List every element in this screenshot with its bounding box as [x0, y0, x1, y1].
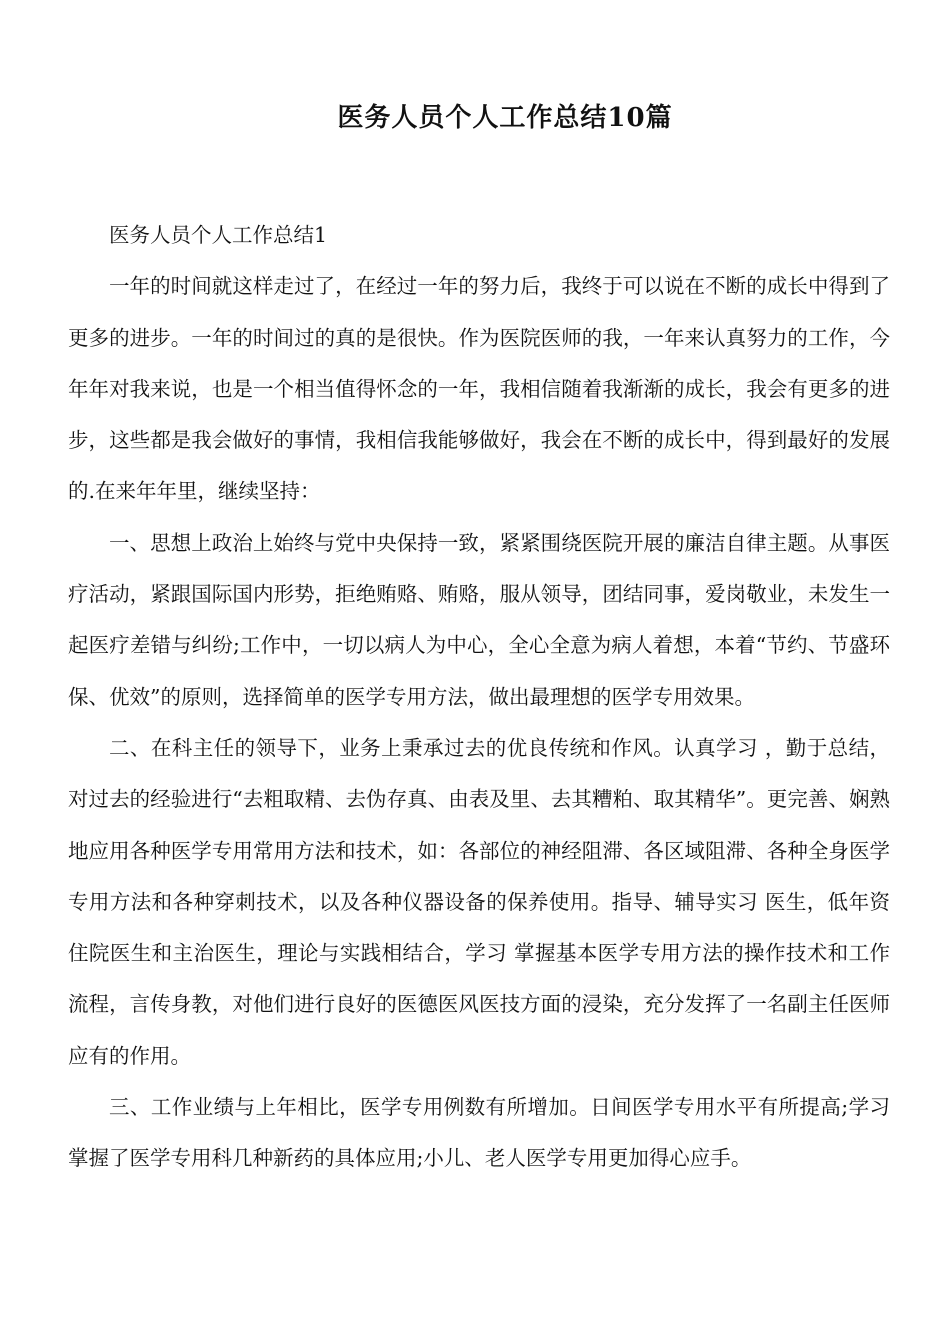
document-body: [68, 210, 890, 1185]
paragraph-point-two: 二、在科主任的领导下，业务上秉承过去的优良传统和作风。认真学习 ，勤于总结，对过去的经验进行“去粗取精、去伪存真、由表及里、去其糟粕、取其精华”。更完善、娴熟地应用各种医学专用常用方法和技术，如：各部位的神经阻滞、各区域阻滞、各种全身医学专用方法和各种穿刺技术，以及各种仪器设备的保养使用。指导、辅导实习 医生，低年资住院医生和主治医生，理论与实践相结合，学习 掌握基本医学专用方法的操作技术和工作流程，言传身教，对他们进行良好的医德医风医技方面的浸染，充分发挥了一名副主任医师应有的作用。: [68, 735, 890, 1068]
paragraph-point-one: 一、思想上政治上始终与党中央保持一致，紧紧围绕医院开展的廉洁自律主题。从事医疗活动，紧跟国际国内形势，拒绝贿赂、贿赂，服从领导，团结同事，爱岗敬业，未发生一起医疗差错与纠纷;工作中，一切以病人为中心，全心全意为病人着想，本着“节约、节盛环保、优效”的原则，选择简单的医学专用方法，做出最理想的医学专用效果。: [68, 530, 890, 709]
section-heading: 医务人员个人工作总结1: [109, 223, 328, 247]
document-title: 医务人员个人工作总结10篇: [337, 103, 673, 133]
paragraph-intro: 一年的时间就这样走过了，在经过一年的努力后，我终于可以说在不断的成长中得到了更多的进步。一年的时间过的真的是很快。作为医院医师的我，一年来认真努力的工作，今年年对我来说，也是一个相当值得怀念的一年，我相信随着我渐渐的成长，我会有更多的进步，这些都是我会做好的事情，我相信我能够做好，我会在不断的成长中，得到最好的发展的.在来年年里，继续坚持：: [68, 274, 890, 504]
paragraph-point-three: 三、工作业绩与上年相比，医学专用例数有所增加。日间医学专用水平有所提高;学习掌握了医学专用科几种新药的具体应用;小儿、老人医学专用更加得心应手。: [68, 1095, 890, 1171]
